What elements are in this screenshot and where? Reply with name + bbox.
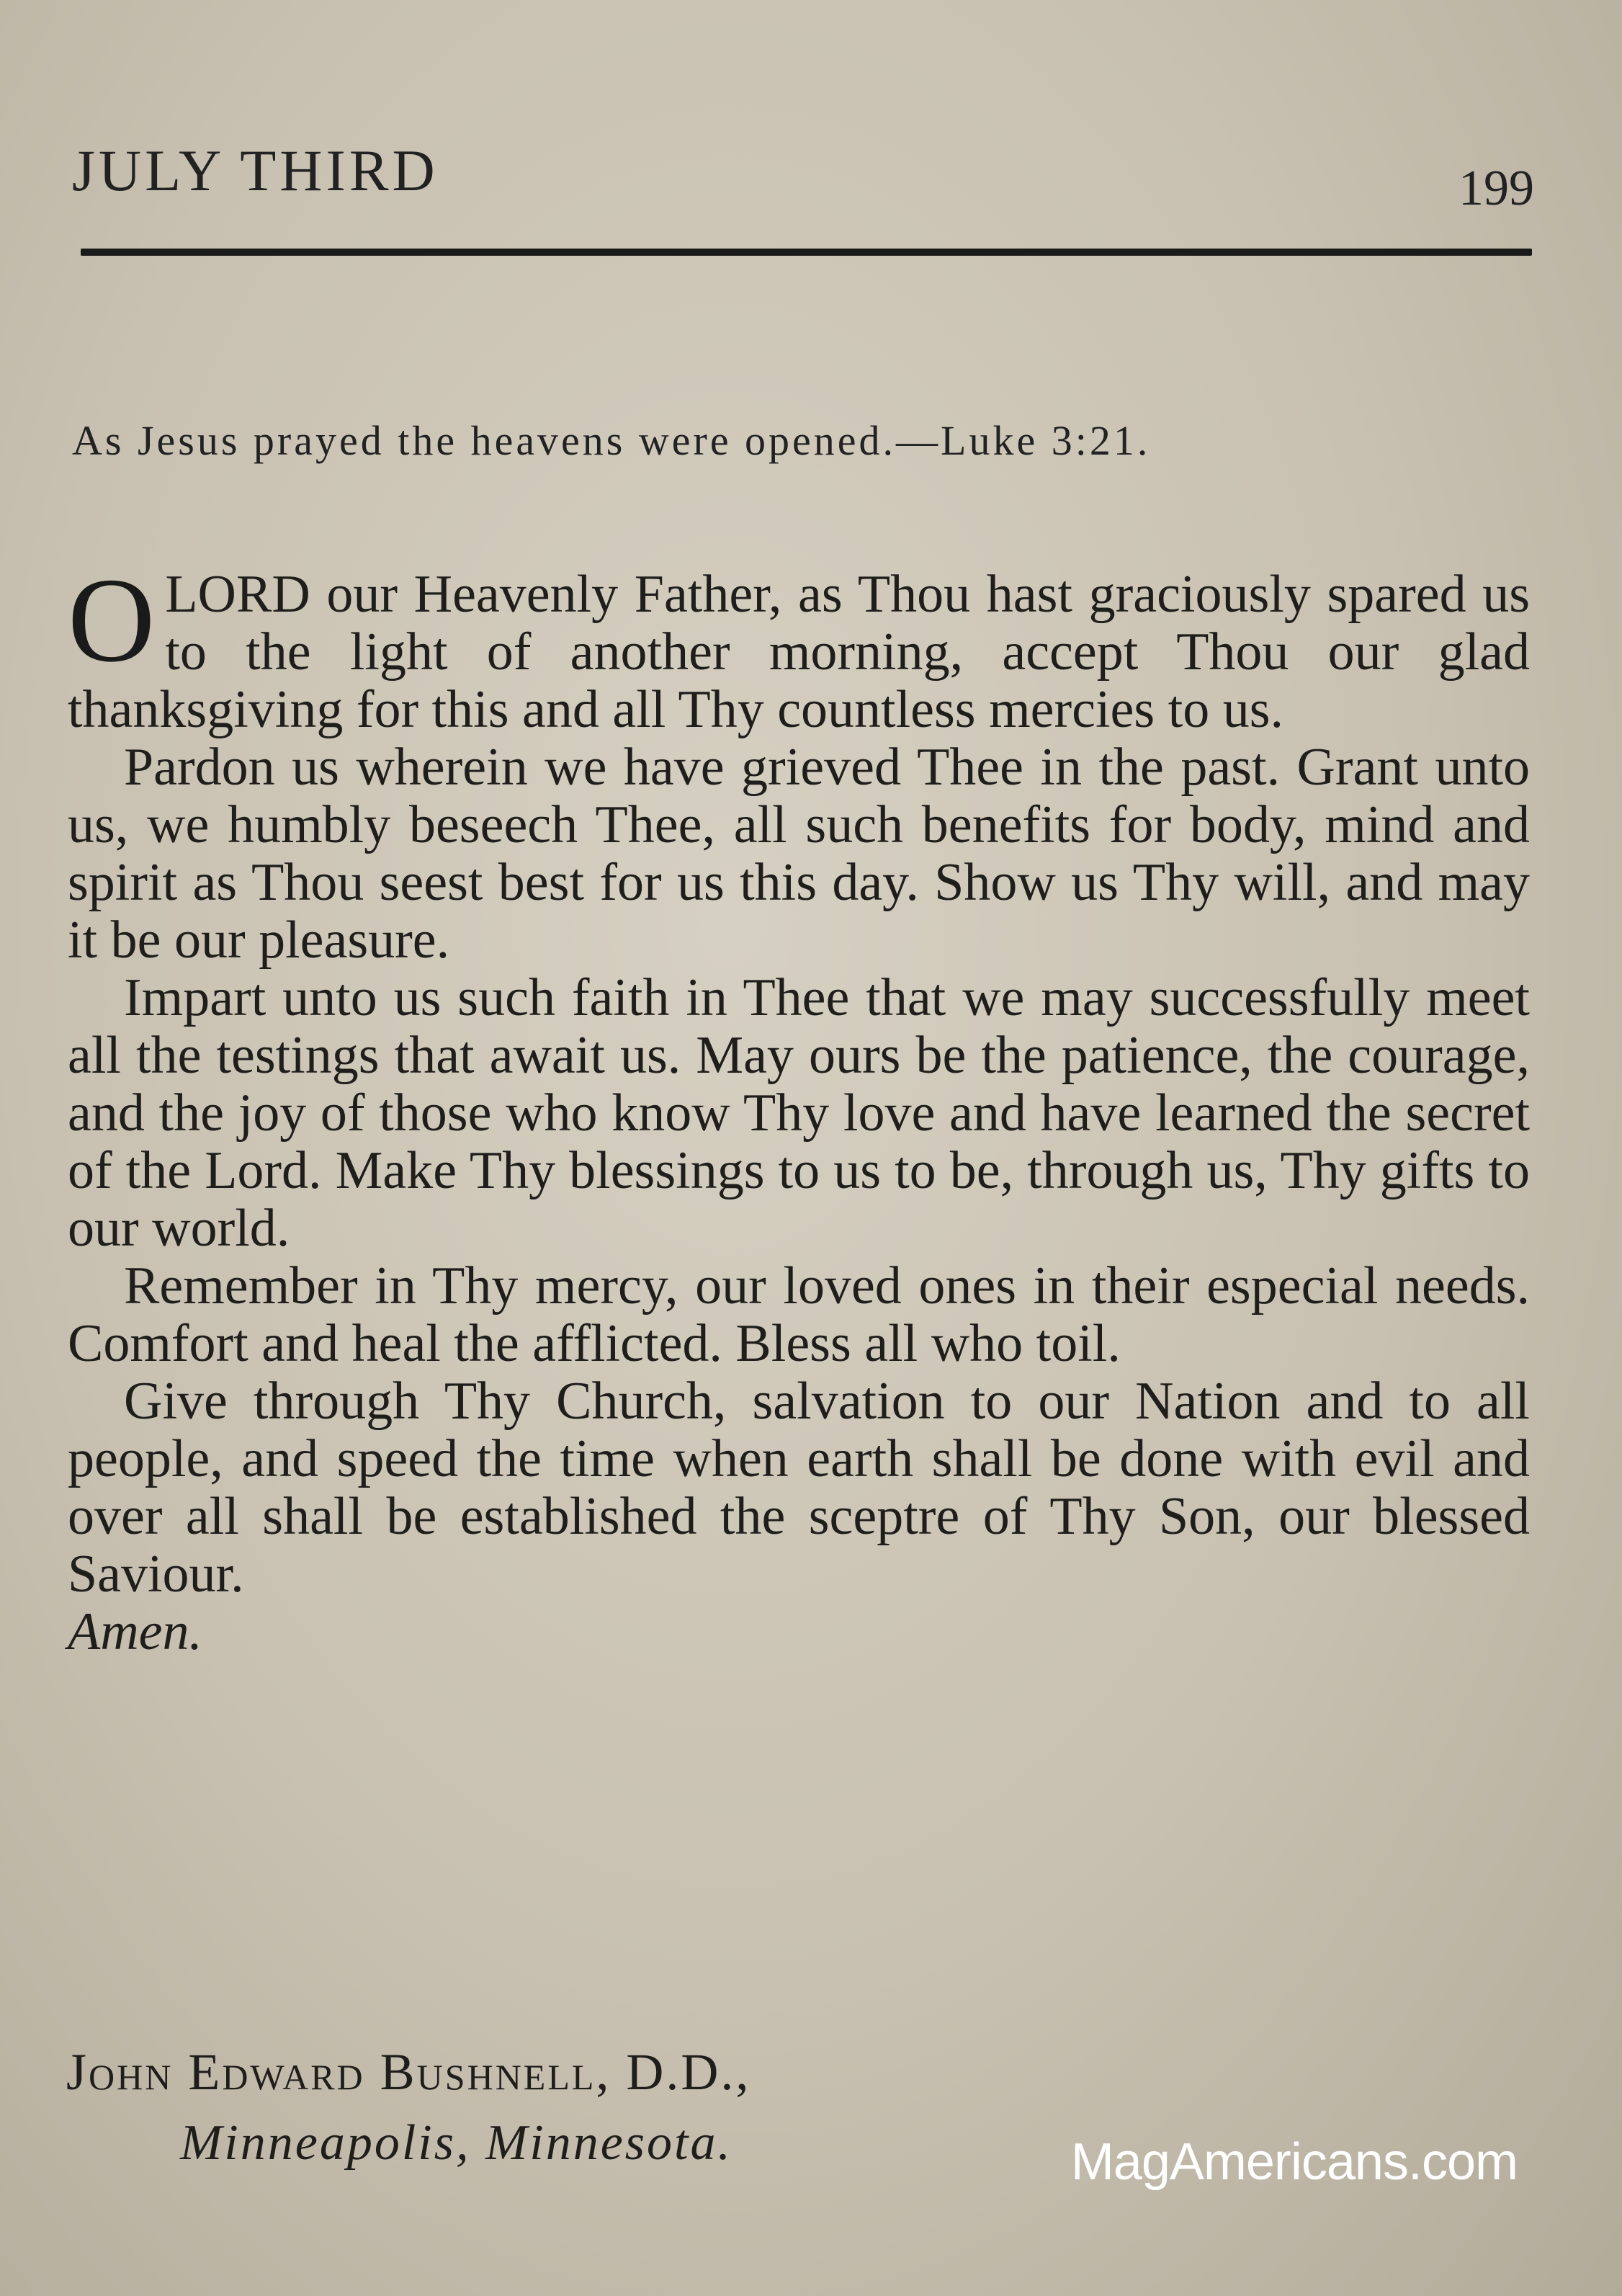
drop-cap: O xyxy=(68,553,156,687)
prayer-text xyxy=(68,553,1530,1661)
prayer-paragraph xyxy=(68,553,1530,739)
prayer-paragraph-text: LORD our Heavenly Father, as Thou hast graciously spared us to the light of another morning, accept Thou our glad thanksgiving for this and all Thy countless mercies to us. xyxy=(68,565,1530,739)
page-number: 199 xyxy=(1459,161,1534,216)
epigraph-verse: As Jesus prayed the heavens were opened.—Luke 3:21. xyxy=(72,417,1151,464)
author-location: Minneapolis, Minnesota. xyxy=(180,2115,732,2171)
page-header-title: JULY THIRD xyxy=(72,138,439,203)
prayer-paragraph: Remember in Thy mercy, our loved ones in their especial needs. Comfort and heal the afflicted. Bless all who toil. xyxy=(68,1256,1530,1373)
prayer-paragraph: Pardon us wherein we have grieved Thee in the past. Grant unto us, we humbly beseech Thee, all such benefits for body, mind and spirit as Thou seest best for us this day. Show us Thy will, and may it be our pleasure. xyxy=(68,738,1530,970)
prayer-closing: Amen. xyxy=(68,1602,202,1661)
header-rule xyxy=(81,249,1532,256)
site-watermark: MagAmericans.com xyxy=(1070,2133,1518,2191)
author-name: John Edward Bushnell, D.D., xyxy=(66,2043,751,2101)
prayer-paragraph: Impart unto us such faith in Thee that we may successfully meet all the testings that await us. May ours be the patience, the courage, and the joy of those who know Thy love and have learned the secret of the Lord. Make Thy blessings to us to be, through us, Thy gifts to our world. xyxy=(68,968,1530,1258)
prayer-paragraph: Give through Thy Church, salvation to our Nation and to all people, and speed the time when earth shall be done with evil and over all shall be established the sceptre of Thy Son, our blessed Saviour. xyxy=(68,1372,1530,1604)
